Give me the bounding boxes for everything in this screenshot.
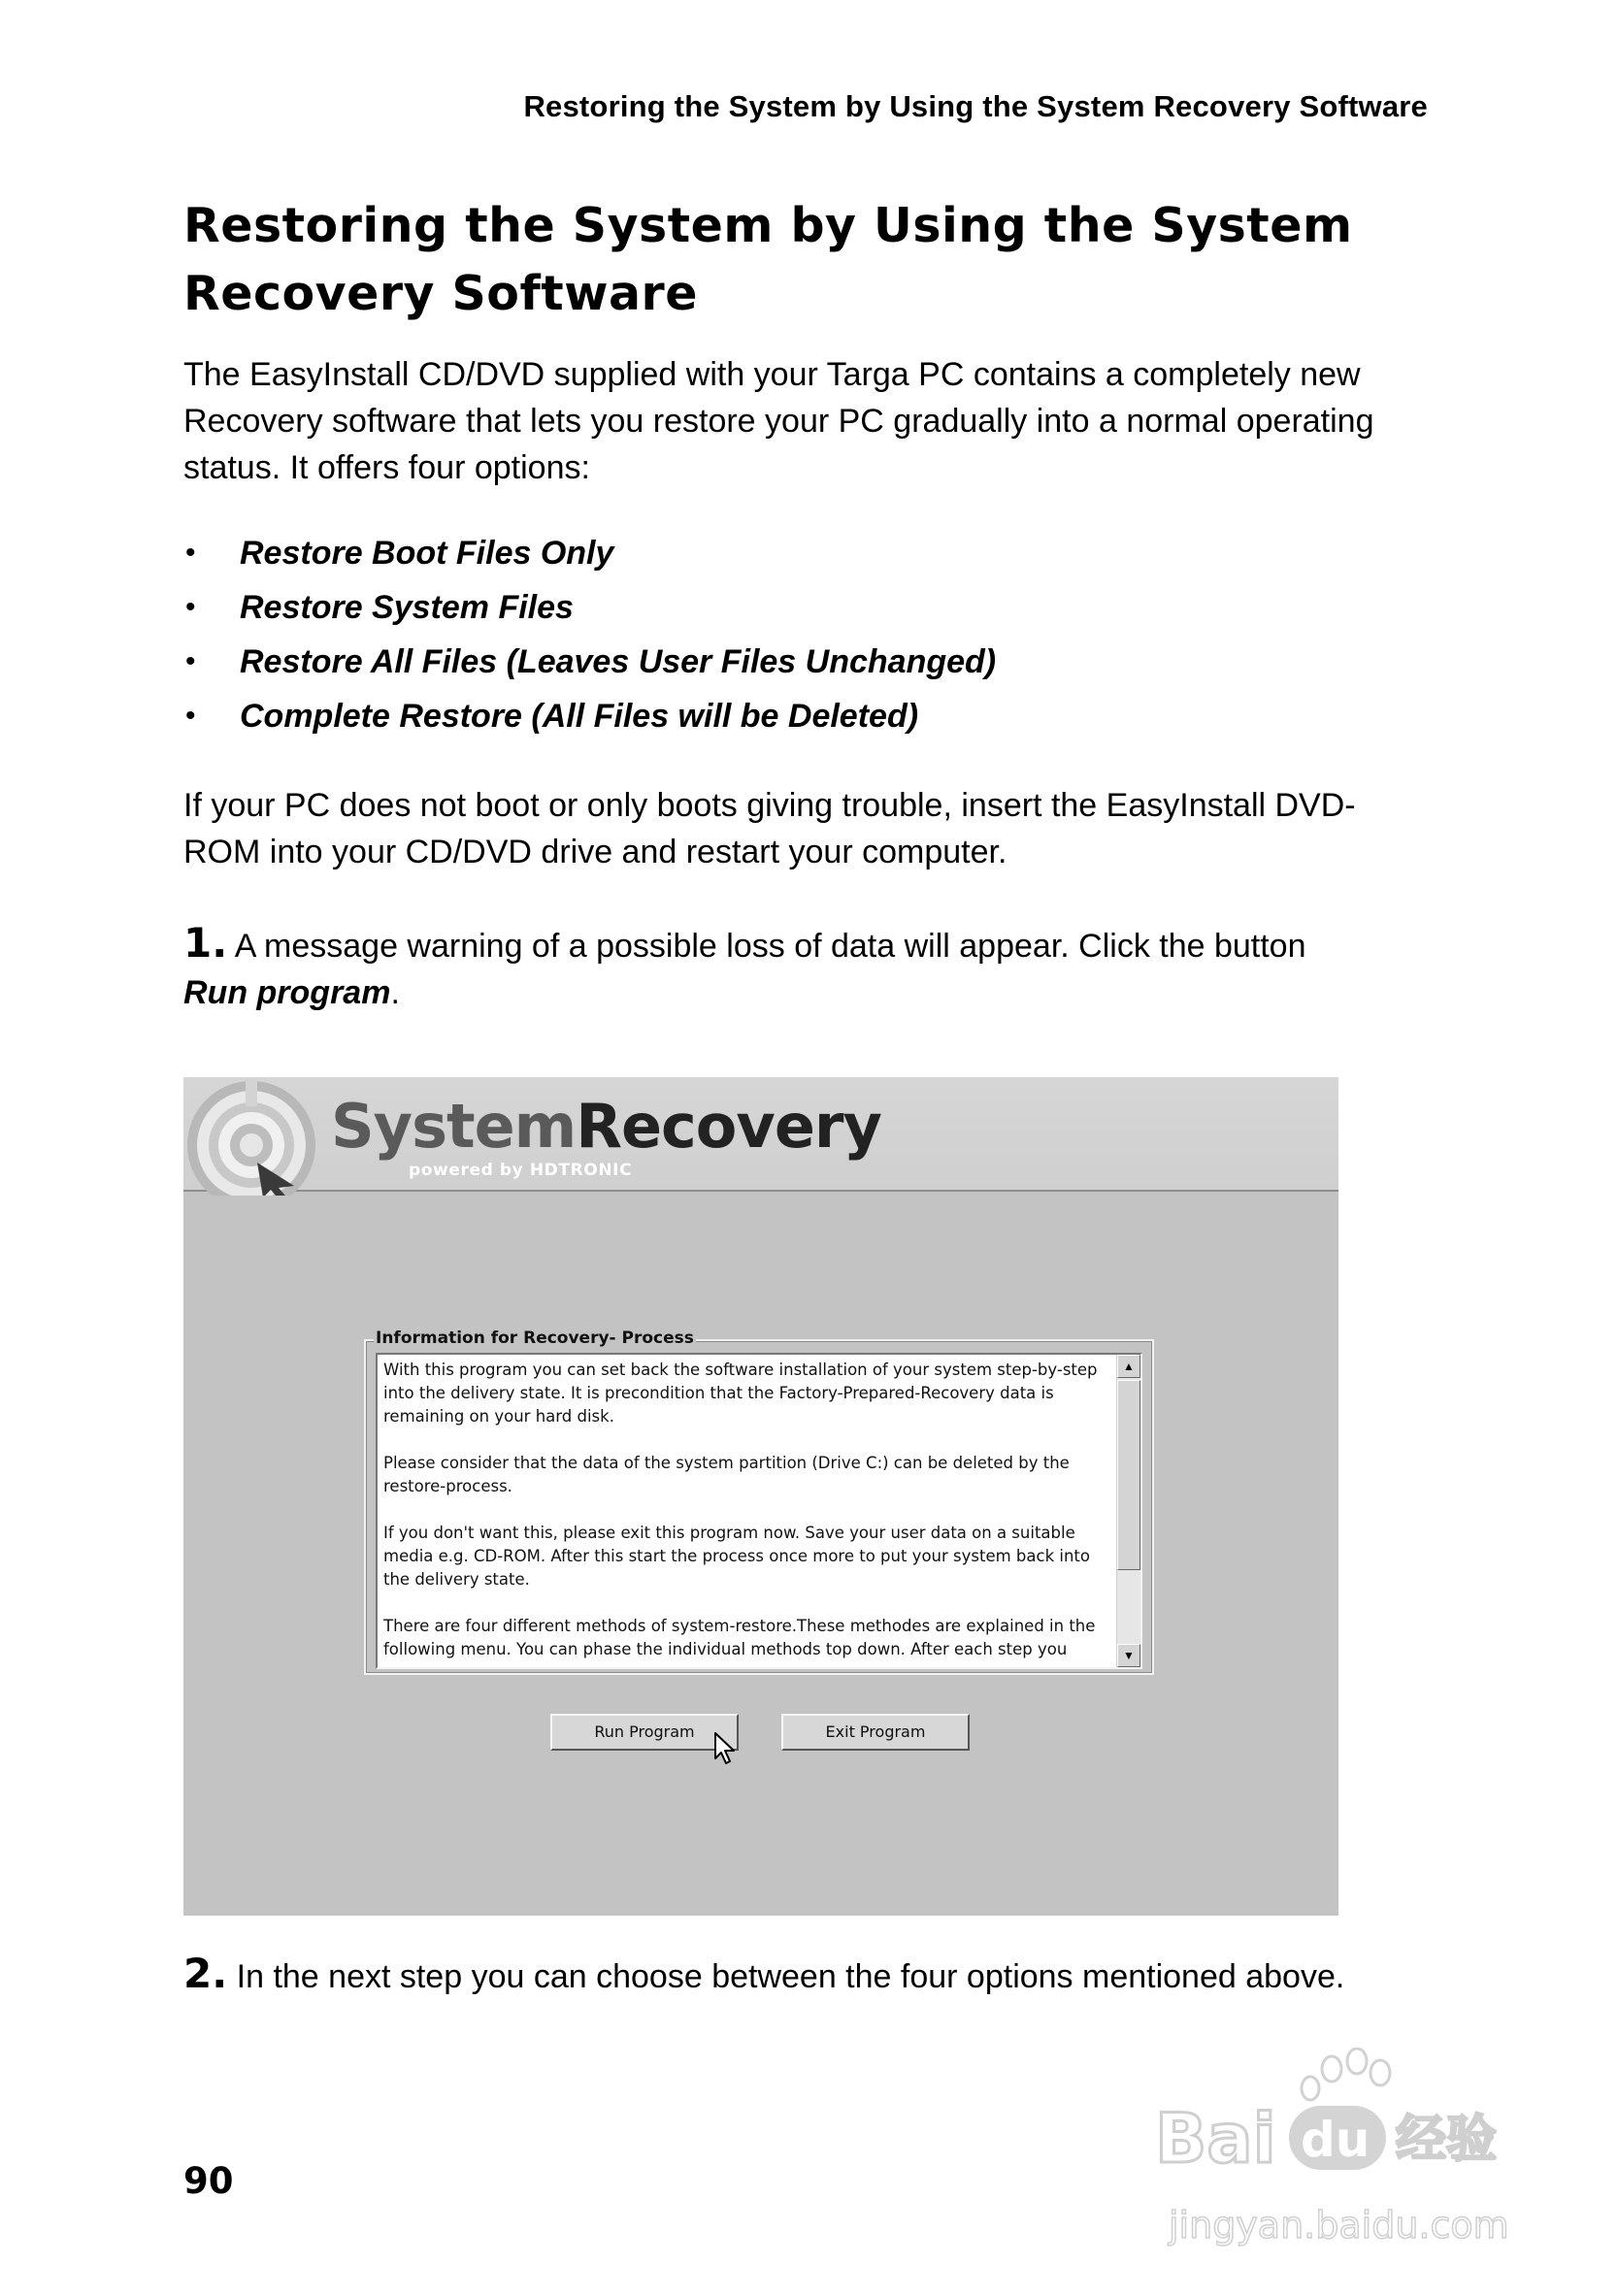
intro-line: The EasyInstall CD/DVD supplied with your Targa PC contains a completely new (183, 356, 1361, 393)
step-1-number: 1. (183, 919, 228, 967)
app-title (331, 1091, 881, 1162)
info-groupbox (364, 1328, 1154, 1675)
scroll-thumb[interactable] (1117, 1380, 1140, 1570)
scroll-down-icon[interactable]: ▼ (1117, 1644, 1140, 1667)
info-textarea[interactable] (376, 1353, 1142, 1669)
info-paragraph: There are four different methods of system-restore.These methodes are explained in the following menu. You can phase the individual methods top down. After each step you (383, 1617, 1096, 1658)
boot-note-line: If your PC does not boot or only boots giving trouble, insert the EasyInstall DVD- (183, 787, 1356, 824)
svg-text:du: du (1301, 2112, 1370, 2168)
step-1 (183, 920, 1465, 1016)
page-title-line-2: Recovery Software (183, 266, 698, 321)
groupbox-label: Information for Recovery- Process (376, 1328, 694, 1348)
page-title-line-1: Restoring the System by Using the System (183, 198, 1353, 253)
step-1-tail: . (390, 974, 400, 1011)
bullet-icon: • (185, 645, 196, 677)
app-title-part-1: System (331, 1091, 577, 1162)
bullet-icon: • (185, 537, 196, 569)
svg-text:Bai: Bai (1155, 2099, 1276, 2179)
option-label: Complete Restore (All Files will be Deleted) (240, 698, 919, 735)
option-item (183, 526, 1445, 580)
boot-note-paragraph (183, 782, 1465, 875)
intro-paragraph (183, 351, 1465, 491)
bullet-icon: • (185, 700, 196, 732)
app-title-part-2: Recovery (576, 1091, 881, 1162)
recovery-logo-icon (185, 1079, 317, 1196)
option-label: Restore System Files (240, 589, 574, 626)
step-1-text: A message warning of a possible loss of data will appear. Click the button (234, 928, 1306, 965)
info-text (383, 1359, 1115, 1685)
intro-line: Recovery software that lets you restore your PC gradually into a normal operating (183, 403, 1374, 440)
textarea-scrollbar[interactable] (1116, 1355, 1140, 1667)
option-item (183, 580, 1445, 635)
step-2-number: 2. (183, 1950, 228, 1997)
page-number: 90 (183, 2160, 234, 2202)
running-header: Restoring the System by Using the System Recovery Software (523, 89, 1428, 123)
step-1-emphasis: Run program (183, 974, 391, 1011)
baidu-watermark-icon (1145, 2048, 1534, 2251)
step-2 (183, 1951, 1465, 2000)
system-recovery-screenshot (183, 1077, 1338, 1916)
boot-note-line: ROM into your CD/DVD drive and restart your computer. (183, 834, 1007, 870)
option-label: Restore Boot Files Only (240, 535, 614, 572)
step-2-text: In the next step you can choose between the four options mentioned above. (236, 1958, 1345, 1995)
app-banner (183, 1077, 1338, 1192)
intro-line: status. It offers four options: (183, 449, 590, 486)
scroll-up-icon[interactable]: ▲ (1117, 1355, 1140, 1378)
mouse-cursor-icon (713, 1731, 739, 1766)
app-subtitle: powered by HDTRONIC (409, 1161, 633, 1180)
info-paragraph: If you don't want this, please exit this program now. Save your user data on a suitable media e.g. CD-ROM. After this start the process once more to put your system back into the delivery state. (383, 1524, 1090, 1589)
option-item (183, 689, 1445, 743)
info-paragraph: Please consider that the data of the system partition (Drive C:) can be deleted by the restore-process. (383, 1454, 1070, 1495)
svg-text:jingyan.baidu.com: jingyan.baidu.com (1169, 2204, 1509, 2247)
info-paragraph: With this program you can set back the software installation of your system step-by-step into the delivery state. It is precondition that the Factory-Prepared-Recovery data is remaining on your hard disk. (383, 1361, 1098, 1426)
options-list (183, 526, 1445, 743)
bullet-icon: • (185, 591, 196, 623)
run-program-button[interactable]: Run Program (550, 1714, 739, 1751)
exit-program-button[interactable]: Exit Program (781, 1714, 970, 1751)
option-item (183, 635, 1445, 689)
option-label: Restore All Files (Leaves User Files Unchanged) (240, 643, 997, 680)
svg-text:经验: 经验 (1396, 2111, 1498, 2169)
page-title (183, 192, 1445, 328)
